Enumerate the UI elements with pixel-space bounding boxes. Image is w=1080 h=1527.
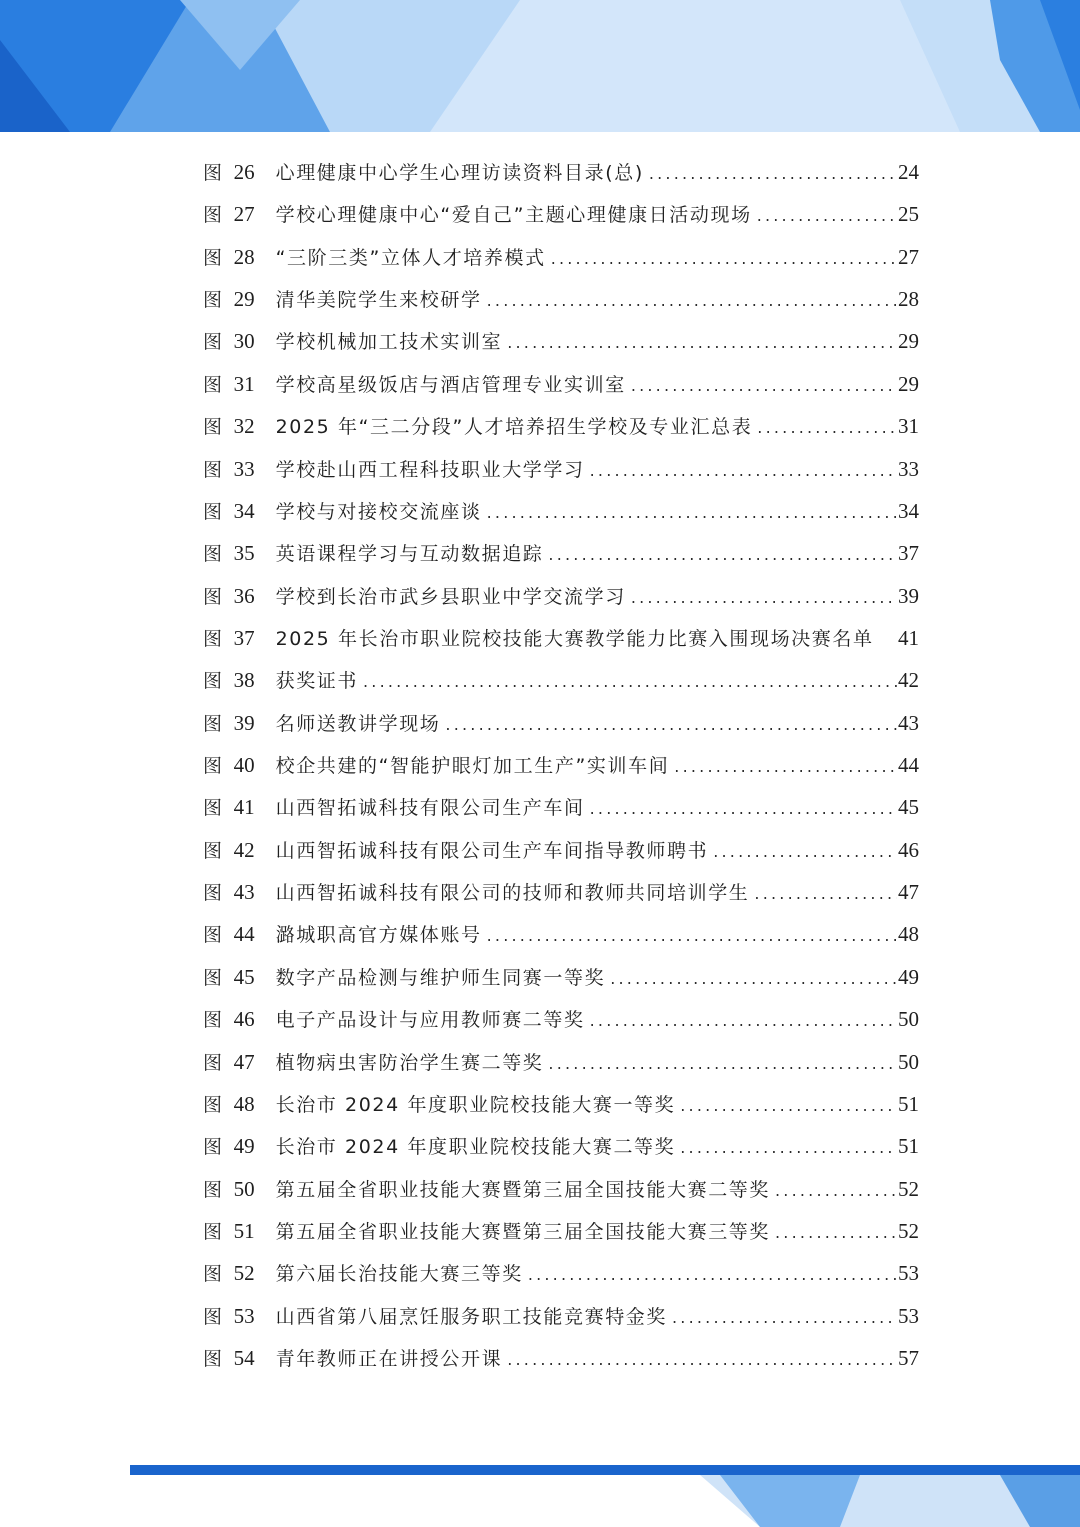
toc-entry[interactable] — [203, 786, 919, 828]
entry-title: 英语课程学习与互动数据追踪 — [275, 543, 544, 566]
dot-leader — [675, 1127, 897, 1169]
dot-leader — [502, 1339, 897, 1381]
toc-entry[interactable] — [203, 320, 919, 362]
entry-number: 50 — [233, 1176, 255, 1201]
entry-title: 山西智拓诚科技有限公司生产车间指导教师聘书 — [275, 839, 709, 862]
entry-page-number: 46 — [898, 837, 919, 862]
entry-page-number: 51 — [898, 1134, 919, 1159]
dot-leader — [523, 1254, 897, 1296]
entry-page-number: 29 — [898, 329, 919, 354]
toc-entry[interactable] — [203, 236, 919, 278]
entry-page-number: 44 — [898, 753, 919, 778]
entry-number: 38 — [233, 668, 255, 693]
toc-entry[interactable] — [203, 575, 919, 617]
entry-number: 48 — [233, 1091, 255, 1116]
entry-number: 33 — [233, 456, 255, 481]
entry-label: 图 — [203, 1051, 224, 1074]
toc-entry[interactable] — [203, 1168, 919, 1210]
entry-page-number: 28 — [898, 287, 919, 312]
entry-title: 潞城职高官方媒体账号 — [275, 924, 482, 947]
entry-number: 40 — [233, 753, 255, 778]
entry-title: 学校高星级饭店与酒店管理专业实训室 — [275, 373, 626, 396]
entry-title: 长治市 2024 年度职业院校技能大赛二等奖 — [275, 1136, 676, 1159]
entry-label: 图 — [203, 882, 224, 905]
entry-page-number: 34 — [898, 498, 919, 523]
entry-title: 数字产品检测与维护师生同赛一等奖 — [275, 966, 606, 989]
dot-leader — [502, 322, 897, 364]
entry-label: 图 — [203, 458, 224, 481]
figure-list — [203, 151, 919, 1379]
toc-entry[interactable] — [203, 1337, 919, 1379]
toc-entry[interactable] — [203, 532, 919, 574]
entry-title: 第六届长治技能大赛三等奖 — [275, 1263, 523, 1286]
dot-leader — [626, 577, 897, 619]
entry-page-number: 53 — [898, 1303, 919, 1328]
entry-page-number: 27 — [898, 244, 919, 269]
entry-page-number: 50 — [898, 1049, 919, 1074]
entry-label: 图 — [203, 839, 224, 862]
header-banner — [0, 0, 1080, 132]
entry-label: 图 — [203, 1220, 224, 1243]
entry-number: 27 — [233, 202, 255, 227]
toc-entry[interactable] — [203, 956, 919, 998]
entry-number: 45 — [233, 964, 255, 989]
entry-number: 29 — [233, 287, 255, 312]
toc-entry[interactable] — [203, 871, 919, 913]
entry-label: 图 — [203, 246, 224, 269]
entry-number: 43 — [233, 880, 255, 905]
entry-page-number: 37 — [898, 541, 919, 566]
entry-title: 学校心理健康中心“爱自己”主题心理健康日活动现场 — [275, 204, 752, 227]
entry-label: 图 — [203, 1178, 224, 1201]
dot-leader — [626, 365, 897, 407]
entry-title: 2025 年“三二分段”人才培养招生学校及专业汇总表 — [275, 416, 753, 439]
entry-page-number: 39 — [898, 583, 919, 608]
entry-label: 图 — [203, 627, 224, 650]
entry-number: 46 — [233, 1007, 255, 1032]
entry-page-number: 53 — [898, 1261, 919, 1286]
entry-title: 山西省第八届烹饪服务职工技能竞赛特金奖 — [275, 1305, 668, 1328]
dot-leader — [482, 492, 897, 534]
footer-facet-mid — [720, 1475, 860, 1527]
dot-leader — [546, 238, 897, 280]
toc-entry[interactable] — [203, 448, 919, 490]
entry-title: 2025 年长治市职业院校技能大赛教学能力比赛入围现场决赛名单 — [275, 627, 874, 650]
entry-page-number: 47 — [898, 880, 919, 905]
entry-label: 图 — [203, 416, 224, 439]
entry-title: 山西智拓诚科技有限公司生产车间 — [275, 797, 585, 820]
dot-leader — [482, 280, 897, 322]
dot-leader — [358, 661, 897, 703]
entry-page-number: 29 — [898, 371, 919, 396]
dot-leader — [585, 450, 897, 492]
entry-number: 37 — [233, 625, 255, 650]
entry-title: 清华美院学生来校研学 — [275, 289, 482, 312]
entry-number: 53 — [233, 1303, 255, 1328]
entry-page-number: 51 — [898, 1091, 919, 1116]
entry-title: 第五届全省职业技能大赛暨第三届全国技能大赛二等奖 — [275, 1178, 771, 1201]
entry-number: 44 — [233, 922, 255, 947]
footer-rule — [130, 1465, 1080, 1475]
entry-label: 图 — [203, 797, 224, 820]
entry-title: 青年教师正在讲授公开课 — [275, 1348, 503, 1371]
entry-number: 42 — [233, 837, 255, 862]
dot-leader — [543, 1043, 897, 1085]
entry-label: 图 — [203, 585, 224, 608]
dot-leader — [770, 1170, 897, 1212]
entry-title: 获奖证书 — [275, 670, 359, 693]
entry-label: 图 — [203, 966, 224, 989]
toc-entry[interactable] — [203, 278, 919, 320]
entry-page-number: 48 — [898, 922, 919, 947]
entry-title: “三阶三类”立体人才培养模式 — [275, 246, 546, 269]
entry-label: 图 — [203, 373, 224, 396]
entry-label: 图 — [203, 924, 224, 947]
entry-number: 54 — [233, 1346, 255, 1371]
dot-leader — [708, 831, 897, 873]
entry-page-number: 41 — [898, 625, 919, 650]
entry-title: 校企共建的“智能护眼灯加工生产”实训车间 — [275, 755, 670, 778]
toc-entry[interactable] — [203, 405, 919, 447]
entry-page-number: 42 — [898, 668, 919, 693]
toc-entry[interactable] — [203, 1210, 919, 1252]
dot-leader — [585, 1000, 897, 1042]
toc-entry[interactable] — [203, 913, 919, 955]
toc-entry[interactable] — [203, 151, 919, 193]
entry-title: 学校赴山西工程科技职业大学学习 — [275, 458, 585, 481]
entry-label: 图 — [203, 289, 224, 312]
entry-number: 26 — [233, 160, 255, 184]
entry-label: 图 — [203, 331, 224, 354]
entry-number: 36 — [233, 583, 255, 608]
entry-title: 植物病虫害防治学生赛二等奖 — [275, 1051, 544, 1074]
entry-label: 图 — [203, 755, 224, 778]
dot-leader — [482, 915, 897, 957]
dot-leader — [675, 1085, 897, 1127]
entry-number: 31 — [233, 371, 255, 396]
entry-page-number: 45 — [898, 795, 919, 820]
entry-label: 图 — [203, 1263, 224, 1286]
footer-band — [0, 1455, 1080, 1527]
dot-leader — [667, 1297, 897, 1339]
entry-number: 49 — [233, 1134, 255, 1159]
entry-title: 名师送教讲学现场 — [275, 712, 441, 735]
entry-label: 图 — [203, 1093, 224, 1116]
entry-title: 学校到长治市武乡县职业中学交流学习 — [275, 585, 626, 608]
entry-number: 28 — [233, 244, 255, 269]
entry-label: 图 — [203, 1348, 224, 1371]
toc-entry[interactable] — [203, 1041, 919, 1083]
entry-title: 电子产品设计与应用教师赛二等奖 — [275, 1009, 585, 1032]
entry-page-number: 57 — [898, 1346, 919, 1371]
entry-number: 32 — [233, 414, 255, 439]
toc-entry[interactable] — [203, 659, 919, 701]
entry-page-number: 33 — [898, 456, 919, 481]
entry-page-number: 52 — [898, 1218, 919, 1243]
entry-number: 51 — [233, 1218, 255, 1243]
dot-leader — [543, 534, 897, 576]
entry-title: 心理健康中心学生心理访读资料目录(总) — [275, 162, 644, 184]
dot-leader — [669, 746, 897, 788]
entry-page-number: 49 — [898, 964, 919, 989]
toc-entry[interactable] — [203, 744, 919, 786]
entry-number: 52 — [233, 1261, 255, 1286]
toc-entry[interactable] — [203, 1125, 919, 1167]
toc-entry[interactable] — [203, 1252, 919, 1294]
toc-entry[interactable] — [203, 1295, 919, 1337]
toc-entry[interactable] — [203, 998, 919, 1040]
entry-label: 图 — [203, 670, 224, 693]
dot-leader — [770, 1212, 897, 1254]
toc-entry[interactable] — [203, 1083, 919, 1125]
dot-leader — [749, 873, 897, 915]
dot-leader — [752, 195, 897, 237]
entry-page-number: 31 — [898, 414, 919, 439]
entry-label: 图 — [203, 1136, 224, 1159]
toc-entry[interactable] — [203, 490, 919, 532]
entry-number: 39 — [233, 710, 255, 735]
toc-entry[interactable] — [203, 363, 919, 405]
toc-entry[interactable] — [203, 617, 919, 659]
entry-label: 图 — [203, 1009, 224, 1032]
entry-number: 30 — [233, 329, 255, 354]
toc-entry[interactable] — [203, 193, 919, 235]
entry-label: 图 — [203, 204, 224, 227]
entry-number: 35 — [233, 541, 255, 566]
entry-label: 图 — [203, 1305, 224, 1328]
dot-leader — [752, 407, 897, 449]
entry-page-number: 52 — [898, 1176, 919, 1201]
entry-page-number: 24 — [898, 160, 919, 184]
entry-page-number: 50 — [898, 1007, 919, 1032]
entry-label: 图 — [203, 500, 224, 523]
entry-title: 学校与对接校交流座谈 — [275, 500, 482, 523]
entry-number: 47 — [233, 1049, 255, 1074]
dot-leader — [585, 788, 897, 830]
dot-leader — [644, 153, 897, 195]
entry-title: 长治市 2024 年度职业院校技能大赛一等奖 — [275, 1093, 676, 1116]
dot-leader — [440, 704, 897, 746]
entry-number: 34 — [233, 498, 255, 523]
entry-title: 学校机械加工技术实训室 — [275, 331, 503, 354]
toc-entry[interactable] — [203, 829, 919, 871]
dot-leader — [605, 958, 897, 1000]
entry-number: 41 — [233, 795, 255, 820]
entry-title: 山西智拓诚科技有限公司的技师和教师共同培训学生 — [275, 882, 750, 905]
entry-title: 第五届全省职业技能大赛暨第三届全国技能大赛三等奖 — [275, 1220, 771, 1243]
entry-page-number: 43 — [898, 710, 919, 735]
entry-page-number: 25 — [898, 202, 919, 227]
entry-label: 图 — [203, 543, 224, 566]
entry-label: 图 — [203, 712, 224, 735]
entry-label: 图 — [203, 162, 224, 184]
toc-entry[interactable] — [203, 702, 919, 744]
